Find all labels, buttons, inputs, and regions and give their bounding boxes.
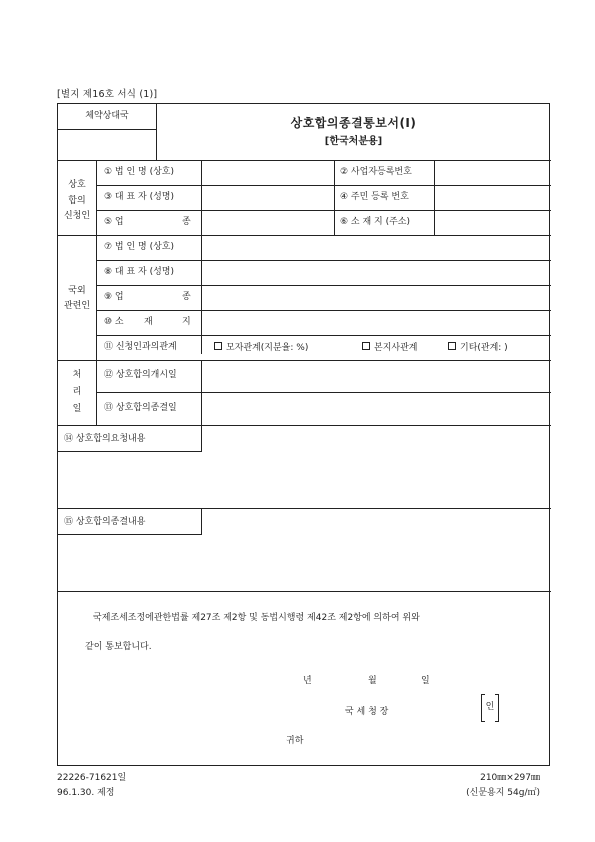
seal-mark: 인 [481,694,499,720]
resident-reg-number-label: ④ 주민 등록 번호 [340,192,409,202]
process-section-label: 리 [72,387,82,397]
foreign-section-label: 관련인 [63,301,91,311]
form-subtitle: [한국처분용] [324,136,383,147]
label-box-right [201,425,202,452]
business-reg-number-label: ② 사업자등록번호 [340,167,412,177]
month-label: 월 [368,676,377,686]
row-line [96,210,551,211]
section-label-divider [96,160,97,425]
end-date-label: ⑬ 상호합의종결일 [104,403,177,413]
relationship-label: ⑪ 신청인과의관계 [104,342,177,352]
header-divider [156,104,157,160]
section-line [58,235,551,236]
start-date-label: ⑫ 상호합의개시일 [104,370,177,380]
form-title: 상호합의종결통보서(Ⅰ) [290,116,417,130]
checkbox-icon[interactable] [214,342,222,350]
section-line [58,425,551,426]
foreign-business-type-label: ⑨ 업 [104,292,124,302]
row-line [96,285,551,286]
business-type-label-suffix: 종 [182,217,191,227]
foreign-representative-label: ⑧ 대 표 자 (성명) [104,267,175,277]
conclusion-content-label: ⑮ 상호합의종결내용 [64,517,146,527]
applicant-section-label: 합의 [68,196,86,206]
row-line [96,392,551,393]
field-label-divider [201,160,202,354]
label-box-bottom [58,451,201,452]
option-label: 기타(관계: ) [460,343,508,353]
relationship-option-other[interactable] [448,342,508,354]
request-content-label: ⑭ 상호합의요청내용 [64,434,146,444]
recipient-label: 귀하 [286,736,304,746]
footer-paper: (신문용지 54g/㎡) [466,788,540,798]
row-line [96,335,551,336]
process-section-label: 일 [72,404,82,414]
checkbox-icon[interactable] [362,342,370,350]
section-line [58,508,551,509]
footer-code: 22226-71621일 [57,773,127,783]
label-box-bottom [58,534,201,535]
relationship-option-parent[interactable] [214,342,308,354]
foreign-corporation-name-label: ⑦ 법 인 명 (상호) [104,242,175,252]
relationship-option-branch[interactable] [362,342,417,354]
foreign-address-label-suffix: 지 [182,317,191,327]
row-line [96,185,551,186]
day-label: 일 [421,676,430,686]
year-label: 년 [303,676,312,686]
row-line [96,310,551,311]
notice-text-line2: 같이 통보합니다. [85,642,152,652]
business-type-label: ⑤ 업 [104,217,124,227]
row-line [96,260,551,261]
applicant-section-label: 상호 [68,180,86,190]
foreign-address-label-mid: 재 [144,317,153,327]
checkbox-icon[interactable] [448,342,456,350]
applicant-section-label: 신청인 [63,211,91,221]
section-line [58,591,551,592]
notice-text-line1: 국제조세조정에관한법률 제27조 제2항 및 동법시행령 제42조 제2항에 의하여 위와 [93,613,420,623]
representative-label: ③ 대 표 자 (성명) [104,192,175,202]
header-bottom-line [58,160,551,161]
address-label: ⑥ 소 재 지 (주소) [340,217,411,227]
foreign-section-label: 국외 [68,286,86,296]
corporation-name-label: ① 법 인 명 (상호) [104,167,175,177]
footer-size: 210㎜×297㎜ [480,773,540,783]
applicant-type-label: 체약상대국 [85,111,129,121]
mid-label-divider [434,160,435,235]
form-number-label: [별지 제16호 서식 (1)] [57,89,158,100]
option-label: 모자관계(지분율: %) [226,343,309,353]
section-line [58,360,551,361]
issuer-label: 국 세 청 장 [345,707,389,717]
option-label: 본지사관계 [374,343,418,353]
header-sub-divider [58,129,156,130]
footer-date: 96.1.30. 제정 [57,788,115,798]
process-section-label: 처 [72,370,82,380]
mid-divider [334,160,335,235]
foreign-address-label: ⑩ 소 [104,317,124,327]
label-box-right [201,508,202,535]
foreign-business-type-label-suffix: 종 [182,292,191,302]
notice-form [57,103,550,766]
